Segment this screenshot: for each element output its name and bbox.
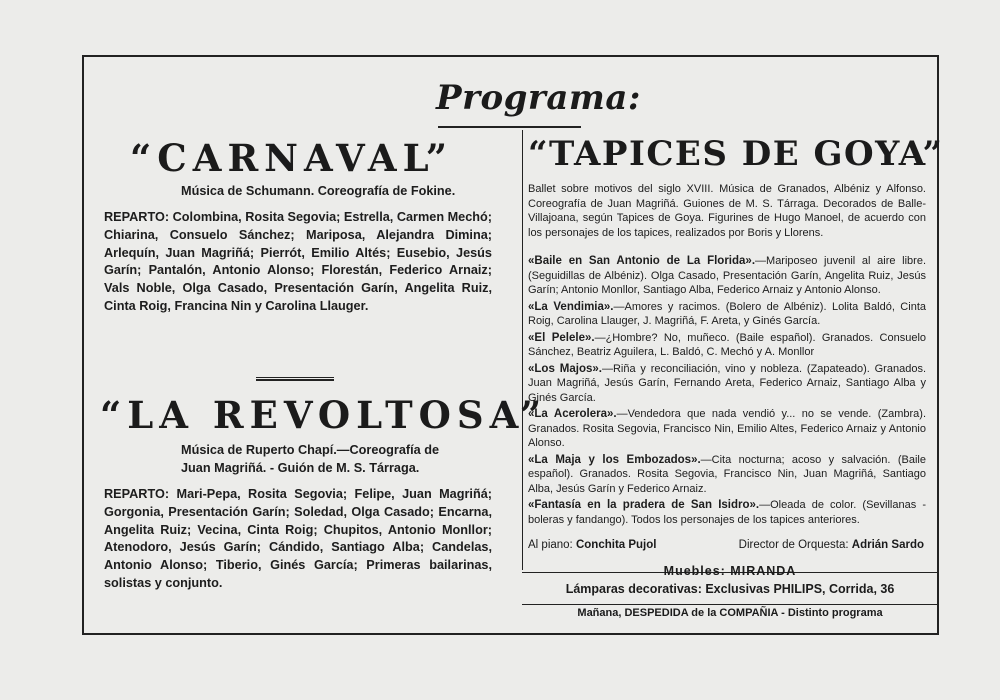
carnaval-reparto [104, 209, 492, 316]
director-label: Director de Orquesta: [738, 539, 849, 551]
revoltosa-reparto-label: REPARTO: [104, 487, 170, 501]
scene-item [528, 453, 926, 497]
scene-item [528, 498, 926, 527]
scene-text: —Riña y reconciliación, vino y nobleza. (Zapateado). Granados. Juan Magriñá, Jesús Garín, Fernando Areta, Federico Arnaiz, Santiago Alba y Ginés García. [528, 362, 926, 404]
carnaval-title: “CARNAVAL” [130, 136, 453, 180]
scene-item [528, 254, 926, 298]
scene-name: «Baile en San Antonio de La Florida». [528, 255, 756, 267]
scene-item [528, 362, 926, 406]
scene-text: —Oleada de color. (Sevillanas -boleras y fandango). Todos los personajes de los tapices anteriores. [528, 499, 926, 526]
scene-name: «El Pelele». [528, 331, 595, 344]
director-name: Adrián Sardo [851, 539, 924, 551]
director-credit [739, 539, 924, 551]
footer-manana: Mañana, DESPEDIDA de la COMPAÑIA - Distinto programa [577, 607, 883, 619]
scene-text: —Amores y racimos. (Bolero de Albéniz). Lolita Baldó, Cinta Roig, Carolina Llauger, J. Magriñá, F. Areta, y Ginés García. [528, 300, 926, 327]
scene-text: —Cita nocturna; acoso y salvación. (Baile español). Granados. Rosita Segovia, Francisco Nin, Juan Magriñá, Santiago Alba, Jesús Garín y Federico Arnaiz. [528, 453, 926, 495]
revoltosa-reparto-text: Mari-Pepa, Rosita Segovia; Felipe, Juan Magriñá; Gorgonia, Presentación Garín; Soledad, Olga Casado; Encarna, Angelita Ruiz; Vecina, Cinta Roig; Chupitos, Antonio Monllor; Atenodoro, Jesús Garín; Cándido, Santiago Alba; Candelas, Antonio Alonso; Tiberio, Ginés García; Primeras bailarinas, solistas y conjunto. [104, 487, 492, 590]
program-heading: Programa: [436, 78, 641, 118]
carnaval-reparto-label: REPARTO: [104, 210, 170, 224]
heading-underline [438, 126, 581, 128]
carnaval-reparto-text: Colombina, Rosita Segovia; Estrella, Carmen Mechó; Chiarina, Consuelo Sánchez; Mariposa, Alejandra Dimina; Arlequín, Juan Magriñá; Pierrót, Emilio Altés; Eusebio, Jesús Garín; Pantalón, Antonio Alonso; Florestán, Federico Arnaiz; Vals Noble, Olga Casado, Presentación Garín, Angelita Ruiz, Cinta Roig, Francina Nin y Carolina Llauger. [104, 210, 492, 313]
piano-label: Al piano: [528, 539, 573, 551]
musicians-line [528, 539, 924, 551]
tapices-intro: Ballet sobre motivos del siglo XVIII. Música de Granados, Albéniz y Alfonso. Coreografía de Juan Magriñá. Guiones de M. S. Tárraga. Decorados de Balle-Villajoana, según Tapices de Goya. Figurines de Hugo Manoel, de acuerdo con los personajes de los tapices, realizados por Boris y Llorens. [528, 183, 926, 239]
revoltosa-credits-1: Música de Ruperto Chapí.—Coreografía de [181, 443, 440, 457]
scene-name: «Fantasía en la pradera de San Isidro». [528, 499, 760, 511]
section-ornament [256, 377, 334, 381]
revoltosa-credits-2: Juan Magriñá. - Guión de M. S. Tárraga. [181, 461, 420, 475]
carnaval-credits: Música de Schumann. Coreografía de Fokine. [181, 184, 456, 198]
piano-name: Conchita Pujol [575, 539, 657, 551]
tapices-scenes [528, 254, 926, 527]
scene-name: «La Vendimia». [528, 300, 614, 313]
scene-item [528, 300, 926, 329]
scene-name: «La Maja y los Embozados». [528, 453, 701, 466]
scene-text: —Mariposeo juvenil al aire libre. (Seguidillas de Albéniz). Olga Casado, Presentación Garín, Angelita Ruiz, Jesús Garín; Antonio Monllor, Santiago Alba, Federico Arnaiz y Antonio Alonso. [528, 255, 927, 296]
scene-name: «Los Majos». [528, 362, 602, 375]
footer-lamparas: Lámparas decorativas: Exclusivas PHILIPS, Corrida, 36 [565, 582, 895, 596]
footer-muebles: Muebles: MIRANDA [663, 564, 797, 578]
scene-text: —¿Hombre? No, muñeco. (Baile español). Granados. Consuelo Sánchez, Beatriz Aguilera, L. Baldó, C. Mechó y A. Monllor [528, 331, 927, 358]
scene-item [528, 331, 926, 360]
scene-text: —Vendedora que nada vendió y... no se vende. (Zambra). Granados. Rosita Segovia, Francisco Nin, Emilio Altes, Federico Arnaiz y Antonio Alonso. [528, 408, 927, 449]
tapices-title: “TAPICES DE GOYA” [528, 134, 944, 174]
footer-divider-bottom [522, 604, 938, 605]
column-divider [522, 130, 523, 570]
scene-name: «La Acerolera». [528, 408, 617, 420]
scene-item [528, 407, 926, 451]
revoltosa-title: “LA REVOLTOSA” [100, 393, 548, 437]
revoltosa-reparto [104, 486, 492, 593]
